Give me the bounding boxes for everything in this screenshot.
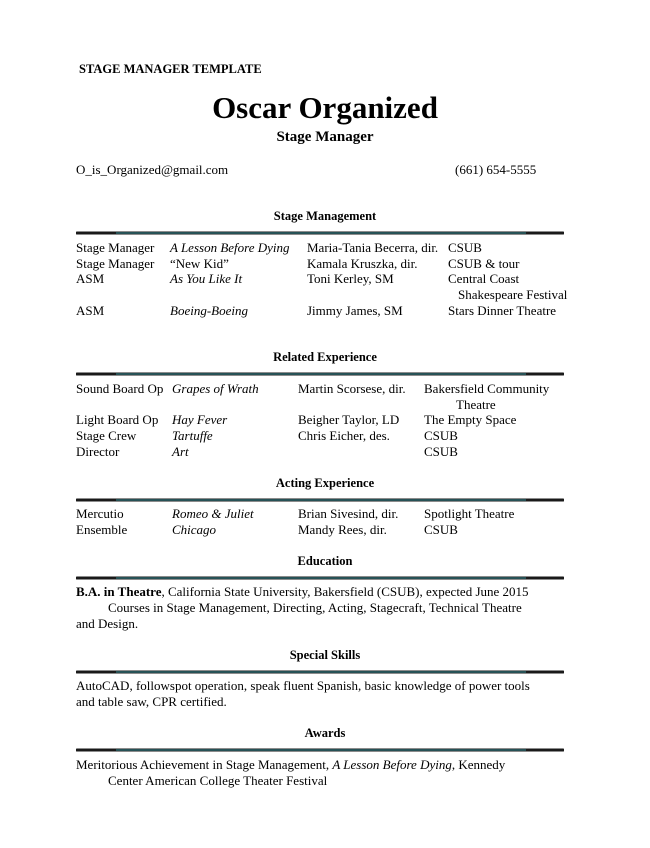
role-name: Ensemble [76,522,128,537]
position: Stage Manager [76,256,155,271]
venue: Bakersfield Community [424,381,550,396]
section-heading-stage-management: Stage Management [273,209,377,223]
venue: Spotlight Theatre [424,506,515,521]
section-rule [76,230,564,236]
school: , California State University, Bakersfield (CSUB), expected June 2015 [161,584,529,599]
director: Toni Kerley, SM [307,271,394,286]
award-name: Meritorious Achievement in Stage Management, [76,757,333,772]
production-title: Art [172,444,189,459]
position: Stage Manager [76,240,155,255]
production-title: Chicago [172,522,217,537]
venue: CSUB [424,522,458,537]
award-line-2: Center American College Theater Festival [108,773,328,788]
venue: Stars Dinner Theatre [448,303,557,318]
section-heading-acting-experience: Acting Experience [275,476,375,490]
section-heading-education: Education [297,554,353,568]
production-title: Tartuffe [172,428,213,443]
position: ASM [76,303,105,318]
role-name: Mercutio [76,506,124,521]
production-title: “New Kid” [170,256,229,271]
director: Kamala Kruszka, dir. [307,256,418,271]
production-title: Hay Fever [172,412,228,427]
venue: CSUB & tour [448,256,520,271]
director: Chris Eicher, des. [298,428,390,443]
email: O_is_Organized@gmail.com [76,162,229,177]
venue: CSUB [424,428,458,443]
director: Maria-Tania Becerra, dir. [307,240,439,255]
director: Martin Scorsese, dir. [298,381,406,396]
subtitle: Stage Manager [276,129,374,145]
template-label: STAGE MANAGER TEMPLATE [79,62,262,76]
award-line-1 [76,757,505,773]
section-rule [76,497,564,503]
degree: B.A. in Theatre [76,584,162,599]
education-line-2: Courses in Stage Management, Directing, Acting, Stagecraft, Technical Theatre [108,600,522,615]
position: Light Board Op [76,412,159,427]
phone: (661) 654-5555 [455,162,537,177]
venue: The Empty Space [424,412,517,427]
production-title: Romeo & Juliet [172,506,254,521]
section-rule [76,371,564,377]
section-rule [76,575,564,581]
position: Sound Board Op [76,381,164,396]
page-title: Oscar Organized [212,90,438,125]
section-heading-special-skills: Special Skills [289,648,361,662]
section-rule [76,747,564,753]
position: ASM [76,271,105,286]
award-production: A Lesson Before Dying [332,757,452,772]
venue: CSUB [424,444,458,459]
award-org-start: , Kennedy [451,757,506,772]
education-line-1 [76,584,529,600]
production-title: Grapes of Wrath [172,381,259,396]
venue: Central Coast [448,271,520,286]
director: Beigher Taylor, LD [298,412,400,427]
education-line-3: and Design. [76,616,139,631]
director: Brian Sivesind, dir. [298,506,399,521]
production-title: As You Like It [170,271,243,286]
production-title: Boeing-Boeing [170,303,248,318]
section-heading-awards: Awards [304,726,346,740]
skills-line-1: AutoCAD, followspot operation, speak fluent Spanish, basic knowledge of power tools [76,678,530,693]
skills-line-2: and table saw, CPR certified. [76,694,227,709]
position: Director [76,444,120,459]
venue-continued: Theatre [456,397,496,412]
venue-continued: Shakespeare Festival [458,287,568,302]
position: Stage Crew [76,428,137,443]
section-rule [76,669,564,675]
section-heading-related-experience: Related Experience [273,350,377,364]
venue: CSUB [448,240,482,255]
director: Mandy Rees, dir. [298,522,387,537]
director: Jimmy James, SM [307,303,403,318]
production-title: A Lesson Before Dying [170,240,290,255]
